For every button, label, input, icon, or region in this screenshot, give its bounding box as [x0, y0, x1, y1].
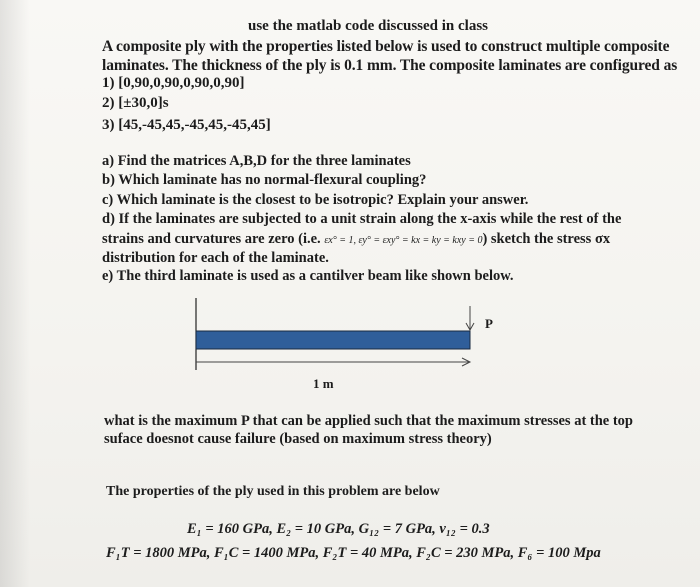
question-e: e) The third laminate is used as a cantilver beam like shown below. [102, 268, 514, 284]
question-b: b) Which laminate has no normal-flexural coupling? [102, 172, 427, 188]
page-title: use the matlab code discussed in class [248, 18, 489, 34]
cantilever-beam-figure [180, 298, 490, 378]
question-d-line-1: d) If the laminates are subjected to a unit strain along the x-axis while the rest of the [102, 211, 622, 227]
strain-condition-math: εx° = 1, εy° = εxy° = kx = ky = kxy = 0 [324, 235, 483, 246]
beam-body [196, 331, 470, 349]
intro-line-2: laminates. The thickness of the ply is 0.1 mm. The composite laminates are configured as [102, 57, 678, 74]
question-d-line-2 [102, 231, 610, 248]
question-d-text-post: ) sketch the stress σx [482, 231, 611, 247]
question-d-line-3: distribution for each of the laminate. [102, 250, 329, 266]
properties-moduli: E₁ = 160 GPa, E₂ = 10 GPa, G₁₂ = 7 GPa, ν₁₂ = 0.3 [187, 521, 490, 537]
laminate-config-3: 3) [45,-45,45,-45,45,-45,45] [102, 117, 271, 133]
load-label: P [485, 316, 493, 331]
intro-line-1: A composite ply with the properties listed below is used to construct multiple composite [102, 38, 670, 55]
followup-line-2: suface doesnot cause failure (based on maximum stress theory) [104, 431, 492, 447]
page-edge-shadow [0, 0, 30, 587]
question-a: a) Find the matrices A,B,D for the three laminates [102, 153, 411, 169]
length-label: 1 m [313, 376, 334, 391]
laminate-config-1: 1) [0,90,0,90,0,90,0,90] [102, 75, 245, 91]
properties-heading: The properties of the ply used in this problem are below [106, 484, 440, 499]
followup-line-1: what is the maximum P that can be applied such that the maximum stresses at the top [104, 413, 633, 429]
question-d-text-pre: strains and curvatures are zero (i.e. [102, 231, 321, 247]
laminate-config-2: 2) [±30,0]s [102, 95, 169, 111]
question-c: c) Which laminate is the closest to be isotropic? Explain your answer. [102, 192, 529, 208]
properties-strengths: F₁T = 1800 MPa, F₁C = 1400 MPa, F₂T = 40 MPa, F₂C = 230 MPa, F₆ = 100 Mpa [106, 545, 601, 561]
